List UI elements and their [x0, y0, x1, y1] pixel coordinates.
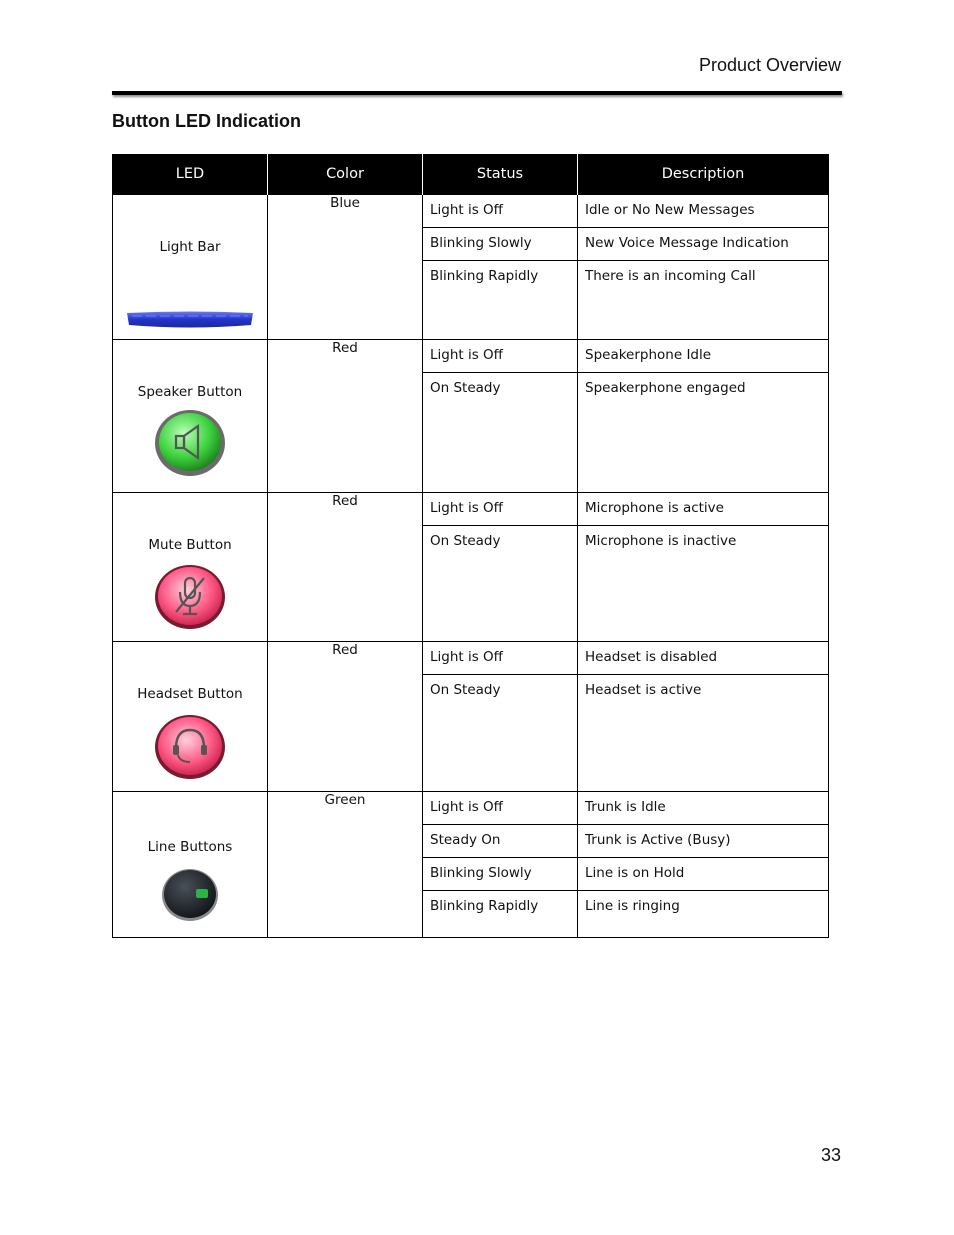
led-name: Line Buttons [147, 839, 233, 855]
description-item: Trunk is Idle [578, 792, 828, 825]
color-cell: Blue [268, 195, 423, 340]
description-item: Headset is active [585, 682, 702, 698]
table-row [113, 340, 829, 493]
led-cell [113, 340, 268, 493]
description-item: There is an incoming Call [585, 268, 756, 284]
table-header-row [113, 154, 829, 195]
description-item: Speakerphone Idle [578, 340, 828, 373]
status-item: Light is Off [423, 195, 577, 228]
color-cell: Red [268, 340, 423, 493]
table-row [113, 642, 829, 792]
led-cell [113, 493, 268, 642]
status-cell [423, 642, 578, 792]
table-row [113, 493, 829, 642]
column-header-status: Status [423, 154, 578, 195]
description-cell [578, 792, 829, 938]
status-item: Light is Off [423, 792, 577, 825]
led-cell [113, 642, 268, 792]
column-header-description: Description [578, 154, 829, 195]
column-header-led: LED [113, 154, 268, 195]
running-header: Product Overview [698, 55, 841, 75]
description-item: Speakerphone engaged [585, 380, 746, 396]
led-name: Light Bar [159, 239, 221, 255]
status-item: Light is Off [423, 642, 577, 675]
speaker-icon [154, 409, 226, 477]
description-cell [578, 195, 829, 340]
section-title: Button LED Indication [112, 111, 301, 131]
status-item: Steady On [423, 825, 577, 858]
status-item: Light is Off [423, 340, 577, 373]
led-cell [113, 195, 268, 340]
description-item: Idle or No New Messages [578, 195, 828, 228]
column-header-color: Color [268, 154, 423, 195]
led-indication-table [112, 154, 829, 938]
description-item: Headset is disabled [578, 642, 828, 675]
color-cell: Red [268, 493, 423, 642]
description-cell [578, 493, 829, 642]
status-cell [423, 792, 578, 938]
description-cell [578, 642, 829, 792]
mute-microphone-icon [154, 564, 226, 630]
color-cell: Green [268, 792, 423, 938]
description-item: Line is ringing [585, 898, 680, 914]
status-item: Blinking Slowly [423, 858, 577, 891]
line-button-icon [161, 868, 219, 922]
description-item: Trunk is Active (Busy) [578, 825, 828, 858]
led-name: Mute Button [148, 537, 232, 553]
header-rule [112, 91, 842, 95]
table-row [113, 792, 829, 938]
color-cell: Red [268, 642, 423, 792]
status-item: Blinking Rapidly [430, 898, 539, 914]
status-item: Blinking Rapidly [430, 268, 539, 284]
page-number: 33 [820, 1145, 841, 1165]
table-row [113, 195, 829, 340]
led-name: Speaker Button [137, 384, 243, 400]
status-item: Blinking Slowly [423, 228, 577, 261]
status-item: On Steady [430, 533, 501, 549]
status-item: Light is Off [423, 493, 577, 526]
status-cell [423, 340, 578, 493]
description-item: Microphone is inactive [585, 533, 737, 549]
status-item: On Steady [430, 682, 501, 698]
status-item: On Steady [430, 380, 501, 396]
light-bar-icon [124, 309, 256, 331]
description-cell [578, 340, 829, 493]
description-item: Microphone is active [578, 493, 828, 526]
headset-icon [154, 714, 226, 780]
description-item: New Voice Message Indication [578, 228, 828, 261]
led-cell [113, 792, 268, 938]
status-cell [423, 195, 578, 340]
description-item: Line is on Hold [578, 858, 828, 891]
status-cell [423, 493, 578, 642]
led-name: Headset Button [137, 686, 243, 702]
